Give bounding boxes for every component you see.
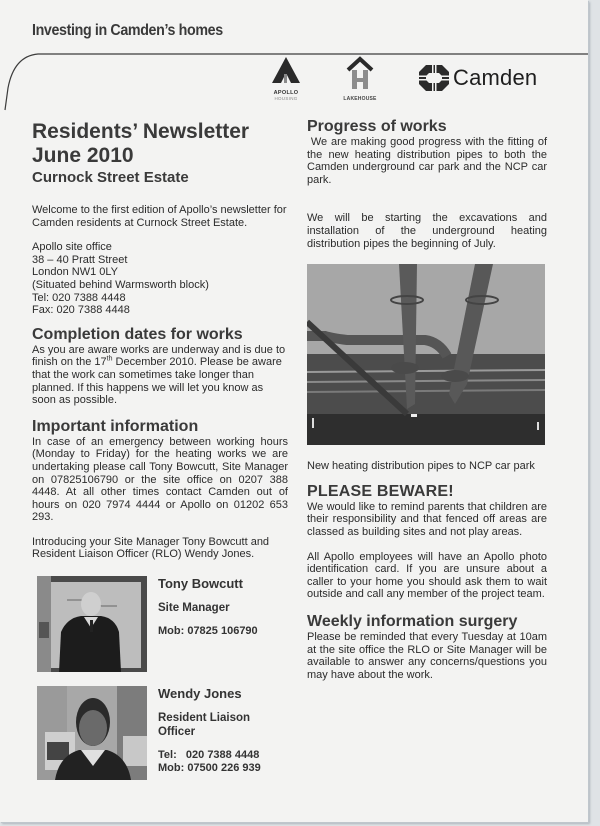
site-office-address <box>32 241 288 317</box>
person-role: Resident Liaison Officer <box>158 712 251 738</box>
office-tel: Tel: 020 7388 4448 <box>32 291 126 304</box>
introduction-text: Introducing your Site Manager Tony Bowcutt and Resident Liaison Officer (RLO) Wendy Jones. <box>32 535 270 561</box>
person-card-wendy-jones <box>37 686 293 786</box>
welcome-text: Welcome to the first edition of Apollo’s newsletter for Camden residents at Curnock Street Estate. <box>32 204 287 229</box>
apollo-logo-text: APOLLO <box>273 90 299 96</box>
photo-caption: New heating distribution pipes to NCP car park <box>307 460 535 473</box>
masthead: Investing in Camden’s homes <box>32 22 223 39</box>
beware-text-1: We would like to remind parents that children are their responsibility and that fenced off areas are classed as building sites and not play areas. <box>307 500 547 538</box>
progress-text-1: We are making good progress with the fitting of the new heating distribution pipes to both the Camden underground car park and the NCP car park. <box>307 136 551 186</box>
person-role: Site Manager <box>158 602 230 614</box>
beware-text-2: All Apollo employees will have an Apollo photo identification card. If you are unsure about a caller to your home you should ask them to wait outside and call any member of the project team. <box>307 550 547 601</box>
progress-text-2: We will be starting the excavations and installation of the underground heating distribution pipes the beginning of July. <box>307 212 547 250</box>
heating-pipes-photo <box>307 264 545 445</box>
office-city: London NW1 0LY <box>32 266 119 279</box>
important-text: In case of an emergency between working hours (Monday to Friday) for the heating works we are undertaking please call Tony Bowcutt, Site Manager on 07825106790 or the site office on 0207 388 4448. At all other times contact Camden out of hours on 020 7974 4444 or Apollo on 01202 653 293. <box>32 435 288 524</box>
office-name: Apollo site office <box>32 241 112 254</box>
office-fax: Fax: 020 7388 4448 <box>32 304 130 317</box>
title-line-2: June 2010 <box>32 144 134 167</box>
beware-heading: PLEASE BEWARE! <box>307 482 454 500</box>
apollo-a-icon <box>271 56 301 84</box>
person-name: Wendy Jones <box>158 686 242 701</box>
progress-heading: Progress of works <box>307 118 447 135</box>
partner-logos <box>0 56 588 106</box>
person-mobile: Mob: 07825 106790 <box>158 625 258 637</box>
office-note: (Situated behind Warmsworth block) <box>32 278 209 291</box>
title-line-1: Residents’ Newsletter <box>32 120 250 143</box>
lakehouse-logo-text: LAKEHOUSE <box>343 96 377 102</box>
person-mobile: Mob: 07500 226 939 <box>158 762 261 774</box>
person-tel: Tel: 020 7388 4448 <box>158 749 260 761</box>
tony-bowcutt-photo <box>37 576 147 672</box>
right-column <box>307 118 551 681</box>
camden-logo-text: Camden <box>453 65 538 90</box>
left-column <box>32 120 288 774</box>
completion-text: As you are aware works are underway and is due to finish on the 17th December 2010. Please be aware that the work can sometimes take longer than planned. If this happens we will let you know as soon as possible. <box>32 343 286 407</box>
apollo-logo <box>268 56 304 101</box>
person-name: Tony Bowcutt <box>158 576 243 591</box>
surgery-text: Please be reminded that every Tuesday at 10am at the site office the RLO or Site Manager will be available to answer any concerns/questions you may have about the work. <box>307 630 547 681</box>
wendy-jones-photo <box>37 686 147 780</box>
newsletter-title <box>32 120 288 168</box>
lakehouse-logo <box>340 56 380 102</box>
office-street: 38 – 40 Pratt Street <box>32 253 128 266</box>
completion-heading: Completion dates for works <box>32 325 243 343</box>
wendy-jones-info <box>158 686 298 775</box>
camden-emblem-icon <box>418 64 450 92</box>
estate-subtitle: Curnock Street Estate <box>32 169 189 186</box>
person-card-tony-bowcutt <box>37 576 293 676</box>
surgery-heading: Weekly information surgery <box>307 612 518 630</box>
lakehouse-h-icon <box>345 56 375 90</box>
important-heading: Important information <box>32 417 199 435</box>
camden-logo <box>418 64 537 92</box>
tony-bowcutt-info <box>158 576 298 638</box>
apollo-logo-subtext: HOUSING <box>274 96 298 101</box>
